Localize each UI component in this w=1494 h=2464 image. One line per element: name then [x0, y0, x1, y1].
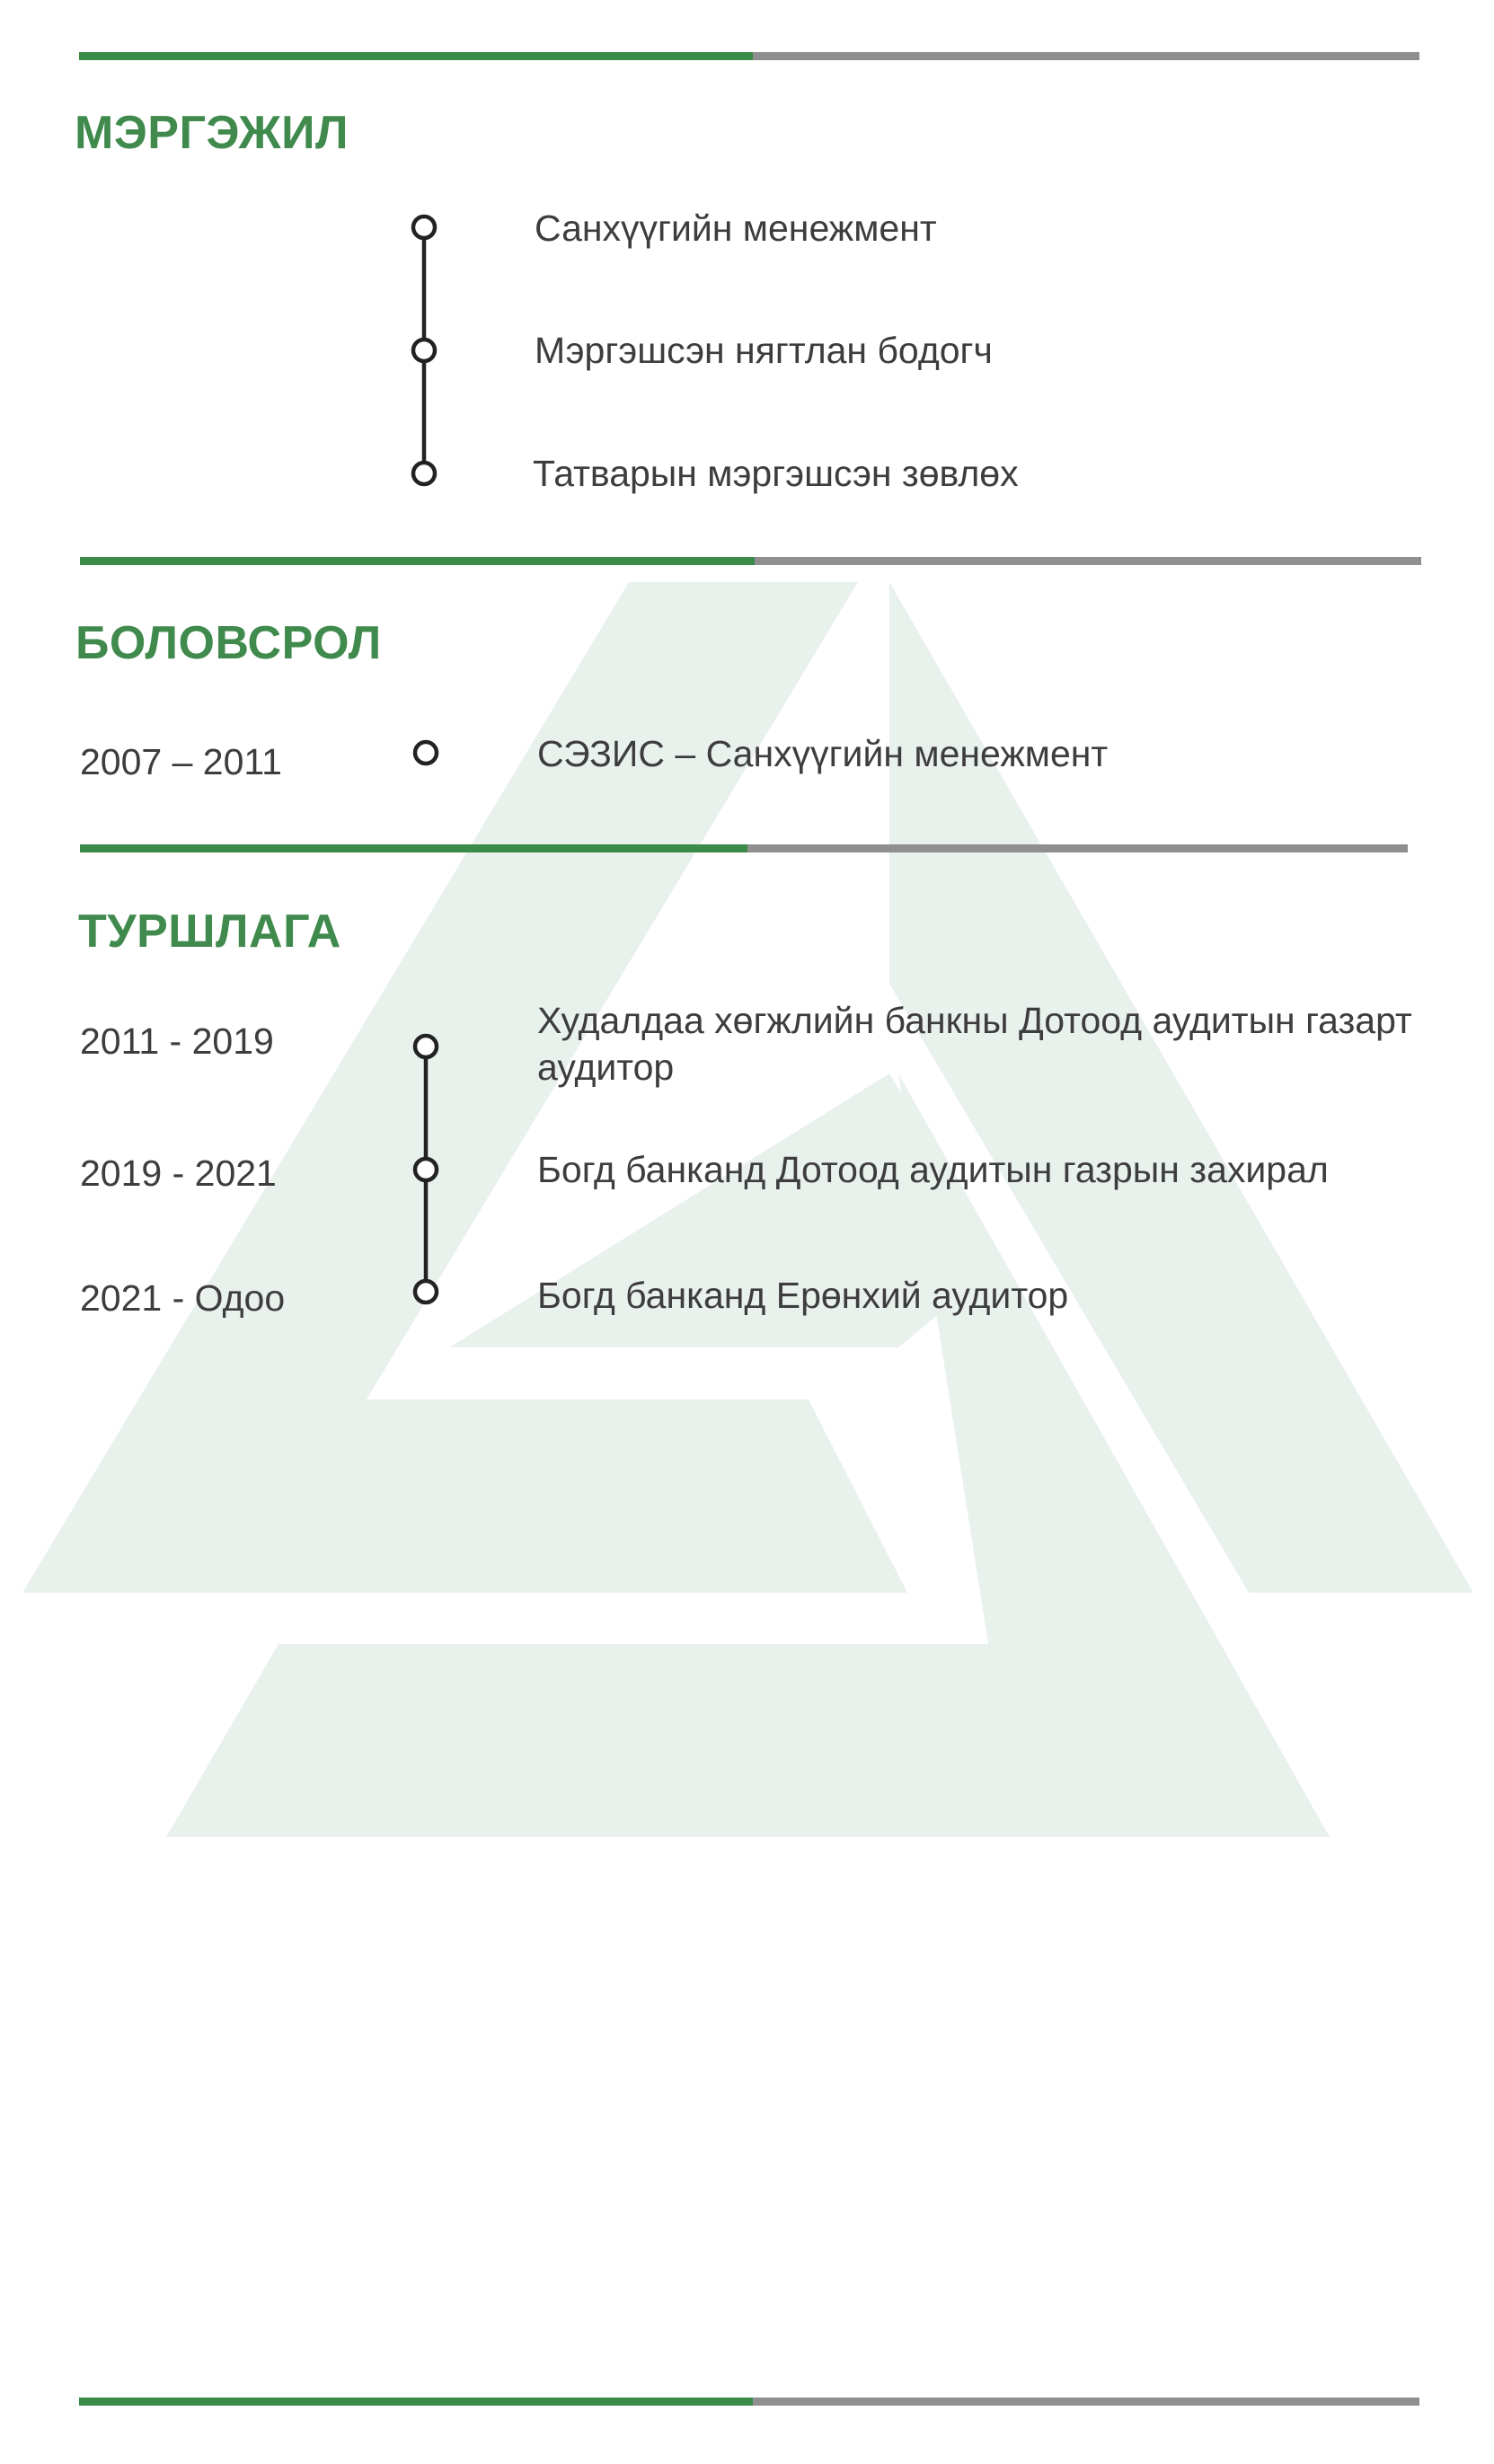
education-heading: БОЛОВСРОЛ: [75, 617, 382, 669]
education-item: СЭЗИС – Санхүүгийн менежмент: [537, 733, 1109, 774]
section-divider-experience: [80, 844, 1408, 852]
profession-timeline-node: [413, 216, 435, 238]
experience-heading: ТУРШЛАГА: [78, 905, 341, 958]
education-timeline: [397, 735, 451, 771]
experience-period: 2011 - 2019: [80, 1020, 274, 1062]
profession-timeline-node: [413, 463, 435, 484]
profession-timeline: [395, 211, 449, 499]
experience-item: Богд банканд Дотоод аудитын газрын захирал: [537, 1149, 1329, 1190]
experience-timeline: [397, 1027, 451, 1314]
education-period: 2007 – 2011: [80, 741, 282, 782]
profession-item: Татварын мэргэшсэн зөвлөх: [533, 453, 1019, 494]
experience-timeline-node: [415, 1159, 437, 1180]
section-divider-profession: [79, 52, 1419, 60]
section-divider-education: [80, 557, 1421, 565]
education-timeline-node: [415, 742, 437, 764]
experience-timeline-node: [415, 1281, 437, 1303]
experience-period: 2021 - Одоо: [80, 1277, 286, 1319]
profession-item: Мэргэшсэн нягтлан бодогч: [535, 330, 993, 371]
experience-period: 2019 - 2021: [80, 1153, 277, 1194]
experience-item: Богд банканд Ерөнхий аудитор: [537, 1275, 1069, 1316]
profession-timeline-node: [413, 340, 435, 361]
profession-heading: МЭРГЭЖИЛ: [75, 107, 349, 159]
profession-item: Санхүүгийн менежмент: [535, 208, 937, 249]
experience-item: Худалдаа хөгжлийн банкны Дотоод аудитын газарт аудитор: [537, 1000, 1412, 1088]
experience-timeline-node: [415, 1036, 437, 1057]
footer-divider: [79, 2398, 1419, 2406]
